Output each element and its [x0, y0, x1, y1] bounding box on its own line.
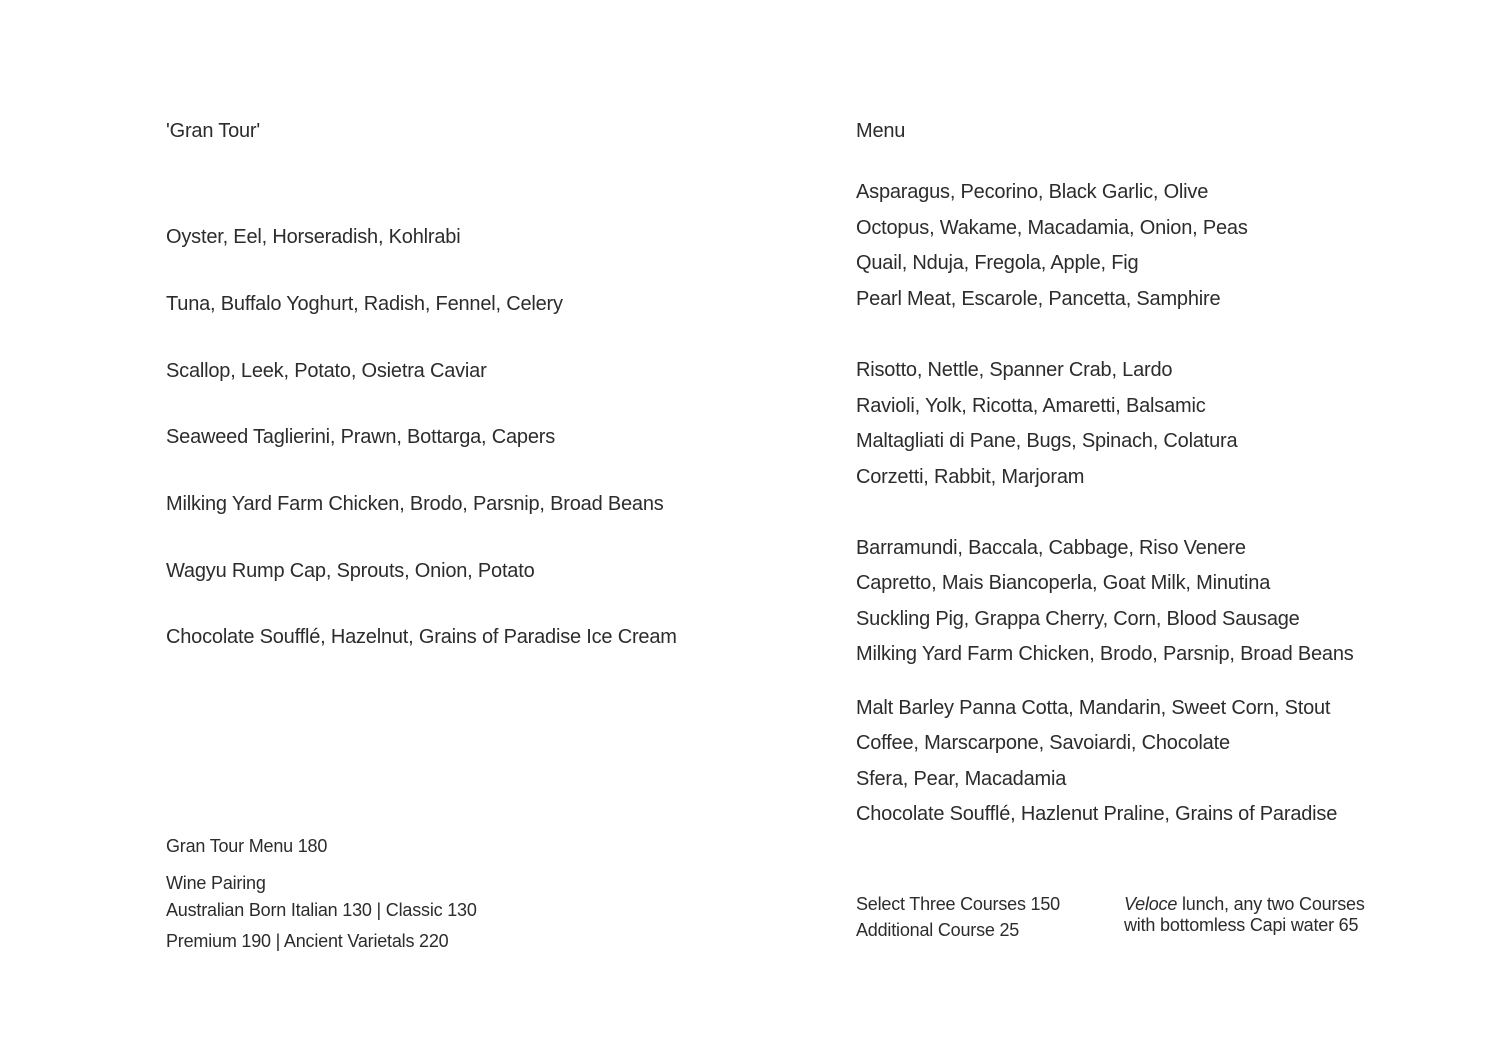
menu-item: Barramundi, Baccala, Cabbage, Riso Venere	[856, 537, 1246, 559]
menu-item: Suckling Pig, Grappa Cherry, Corn, Blood Sausage	[856, 608, 1300, 630]
gran-tour-course: Chocolate Soufflé, Hazelnut, Grains of Paradise Ice Cream	[166, 626, 677, 648]
gran-tour-course: Seaweed Taglierini, Prawn, Bottarga, Capers	[166, 426, 556, 448]
menu-item: Ravioli, Yolk, Ricotta, Amaretti, Balsamic	[856, 395, 1206, 417]
gran-tour-title: 'Gran Tour'	[166, 120, 261, 142]
gran-tour-course: Wagyu Rump Cap, Sprouts, Onion, Potato	[166, 560, 535, 582]
menu-item: Sfera, Pear, Macadamia	[856, 768, 1067, 790]
menu-title: Menu	[856, 120, 906, 142]
veloce-rest: lunch, any two Courses	[1177, 894, 1365, 914]
gran-tour-course: Tuna, Buffalo Yoghurt, Radish, Fennel, Celery	[166, 293, 563, 315]
menu-item: Octopus, Wakame, Macadamia, Onion, Peas	[856, 217, 1248, 239]
menu-item: Asparagus, Pecorino, Black Garlic, Olive	[856, 181, 1209, 203]
select-courses-price: Select Three Courses 150	[856, 894, 1060, 914]
veloce-word: Veloce	[1124, 894, 1178, 914]
gran-tour-price: Gran Tour Menu 180	[166, 836, 328, 856]
wine-pairing-prices: Australian Born Italian 130 | Classic 130	[166, 900, 477, 920]
veloce-lunch-line	[1124, 893, 1365, 915]
menu-item: Risotto, Nettle, Spanner Crab, Lardo	[856, 359, 1173, 381]
gran-tour-course: Oyster, Eel, Horseradish, Kohlrabi	[166, 226, 461, 248]
menu-item: Coffee, Marscarpone, Savoiardi, Chocolate	[856, 732, 1230, 754]
menu-item: Corzetti, Rabbit, Marjoram	[856, 466, 1085, 488]
menu-item: Milking Yard Farm Chicken, Brodo, Parsnip, Broad Beans	[856, 643, 1354, 665]
additional-course-price: Additional Course 25	[856, 920, 1020, 940]
menu-item: Quail, Nduja, Fregola, Apple, Fig	[856, 252, 1139, 274]
wine-pairing-prices: Premium 190 | Ancient Varietals 220	[166, 931, 449, 951]
gran-tour-course: Scallop, Leek, Potato, Osietra Caviar	[166, 360, 487, 382]
menu-item: Malt Barley Panna Cotta, Mandarin, Sweet Corn, Stout	[856, 697, 1331, 719]
menu-item: Chocolate Soufflé, Hazlenut Praline, Grains of Paradise	[856, 803, 1338, 825]
menu-item: Maltagliati di Pane, Bugs, Spinach, Colatura	[856, 430, 1238, 452]
veloce-lunch-price: with bottomless Capi water 65	[1124, 915, 1359, 935]
gran-tour-course: Milking Yard Farm Chicken, Brodo, Parsnip, Broad Beans	[166, 493, 664, 515]
menu-item: Pearl Meat, Escarole, Pancetta, Samphire	[856, 288, 1221, 310]
wine-pairing-heading: Wine Pairing	[166, 873, 266, 893]
menu-item: Capretto, Mais Biancoperla, Goat Milk, Minutina	[856, 572, 1271, 594]
